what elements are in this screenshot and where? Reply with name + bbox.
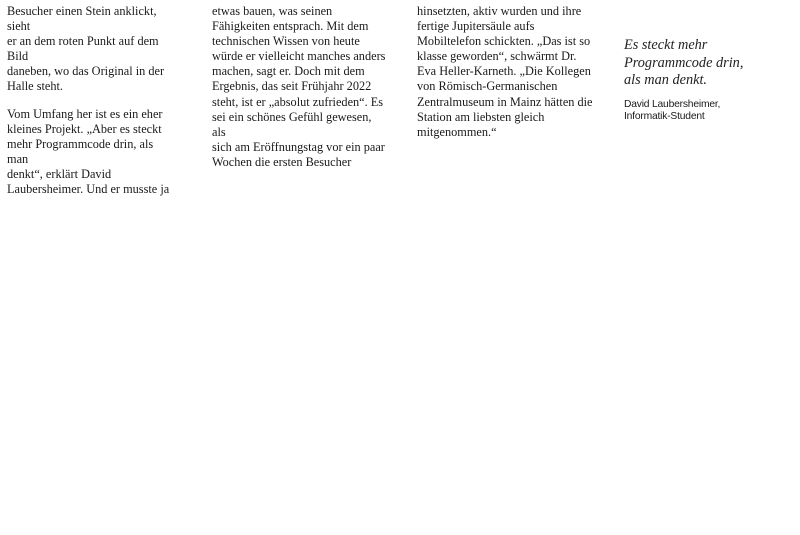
- article-column-2: [212, 4, 387, 170]
- article-column-1: [7, 4, 177, 197]
- paragraph: etwas bauen, was seinen Fähigkeiten entsprach. Mit dem technischen Wissen von heute würde er vielleicht manches anders machen, sagt er. Doch mit dem Ergebnis, das seit Frühjahr 2022 steht, ist er „absolut zufrieden“. Es sei ein schönes Gefühl gewesen, als sich am Eröffnungstag vor ein paar Wochen die ersten Besucher: [212, 4, 386, 169]
- article-column-3: [417, 4, 597, 140]
- paragraph: hinsetzten, aktiv wurden und ihre fertige Jupitersäule aufs Mobiltelefon schickten. „Das ist so klasse geworden“, schwärmt Dr. Eva Heller-Karneth. „Die Kollegen von Römisch-Germanischen Zentralmuseum in Mainz hätten die Station am liebsten gleich mitgenommen.“: [417, 4, 593, 139]
- paragraph: Vom Umfang her ist es ein eher kleines Projekt. „Aber es steckt mehr Programmcode drin, als man denkt“, erklärt David Laubersheimer. Und er musste ja: [7, 106, 170, 197]
- pull-quote-author: David Laubersheimer, Informatik-Student: [624, 98, 721, 122]
- pull-quote-text: Es steckt mehr Programmcode drin, als man denkt.: [624, 37, 744, 88]
- paragraph: Besucher einen Stein anklickt, sieht er an dem roten Punkt auf dem Bild daneben, wo das Original in der Halle steht.: [7, 4, 165, 94]
- pull-quote: [624, 37, 784, 124]
